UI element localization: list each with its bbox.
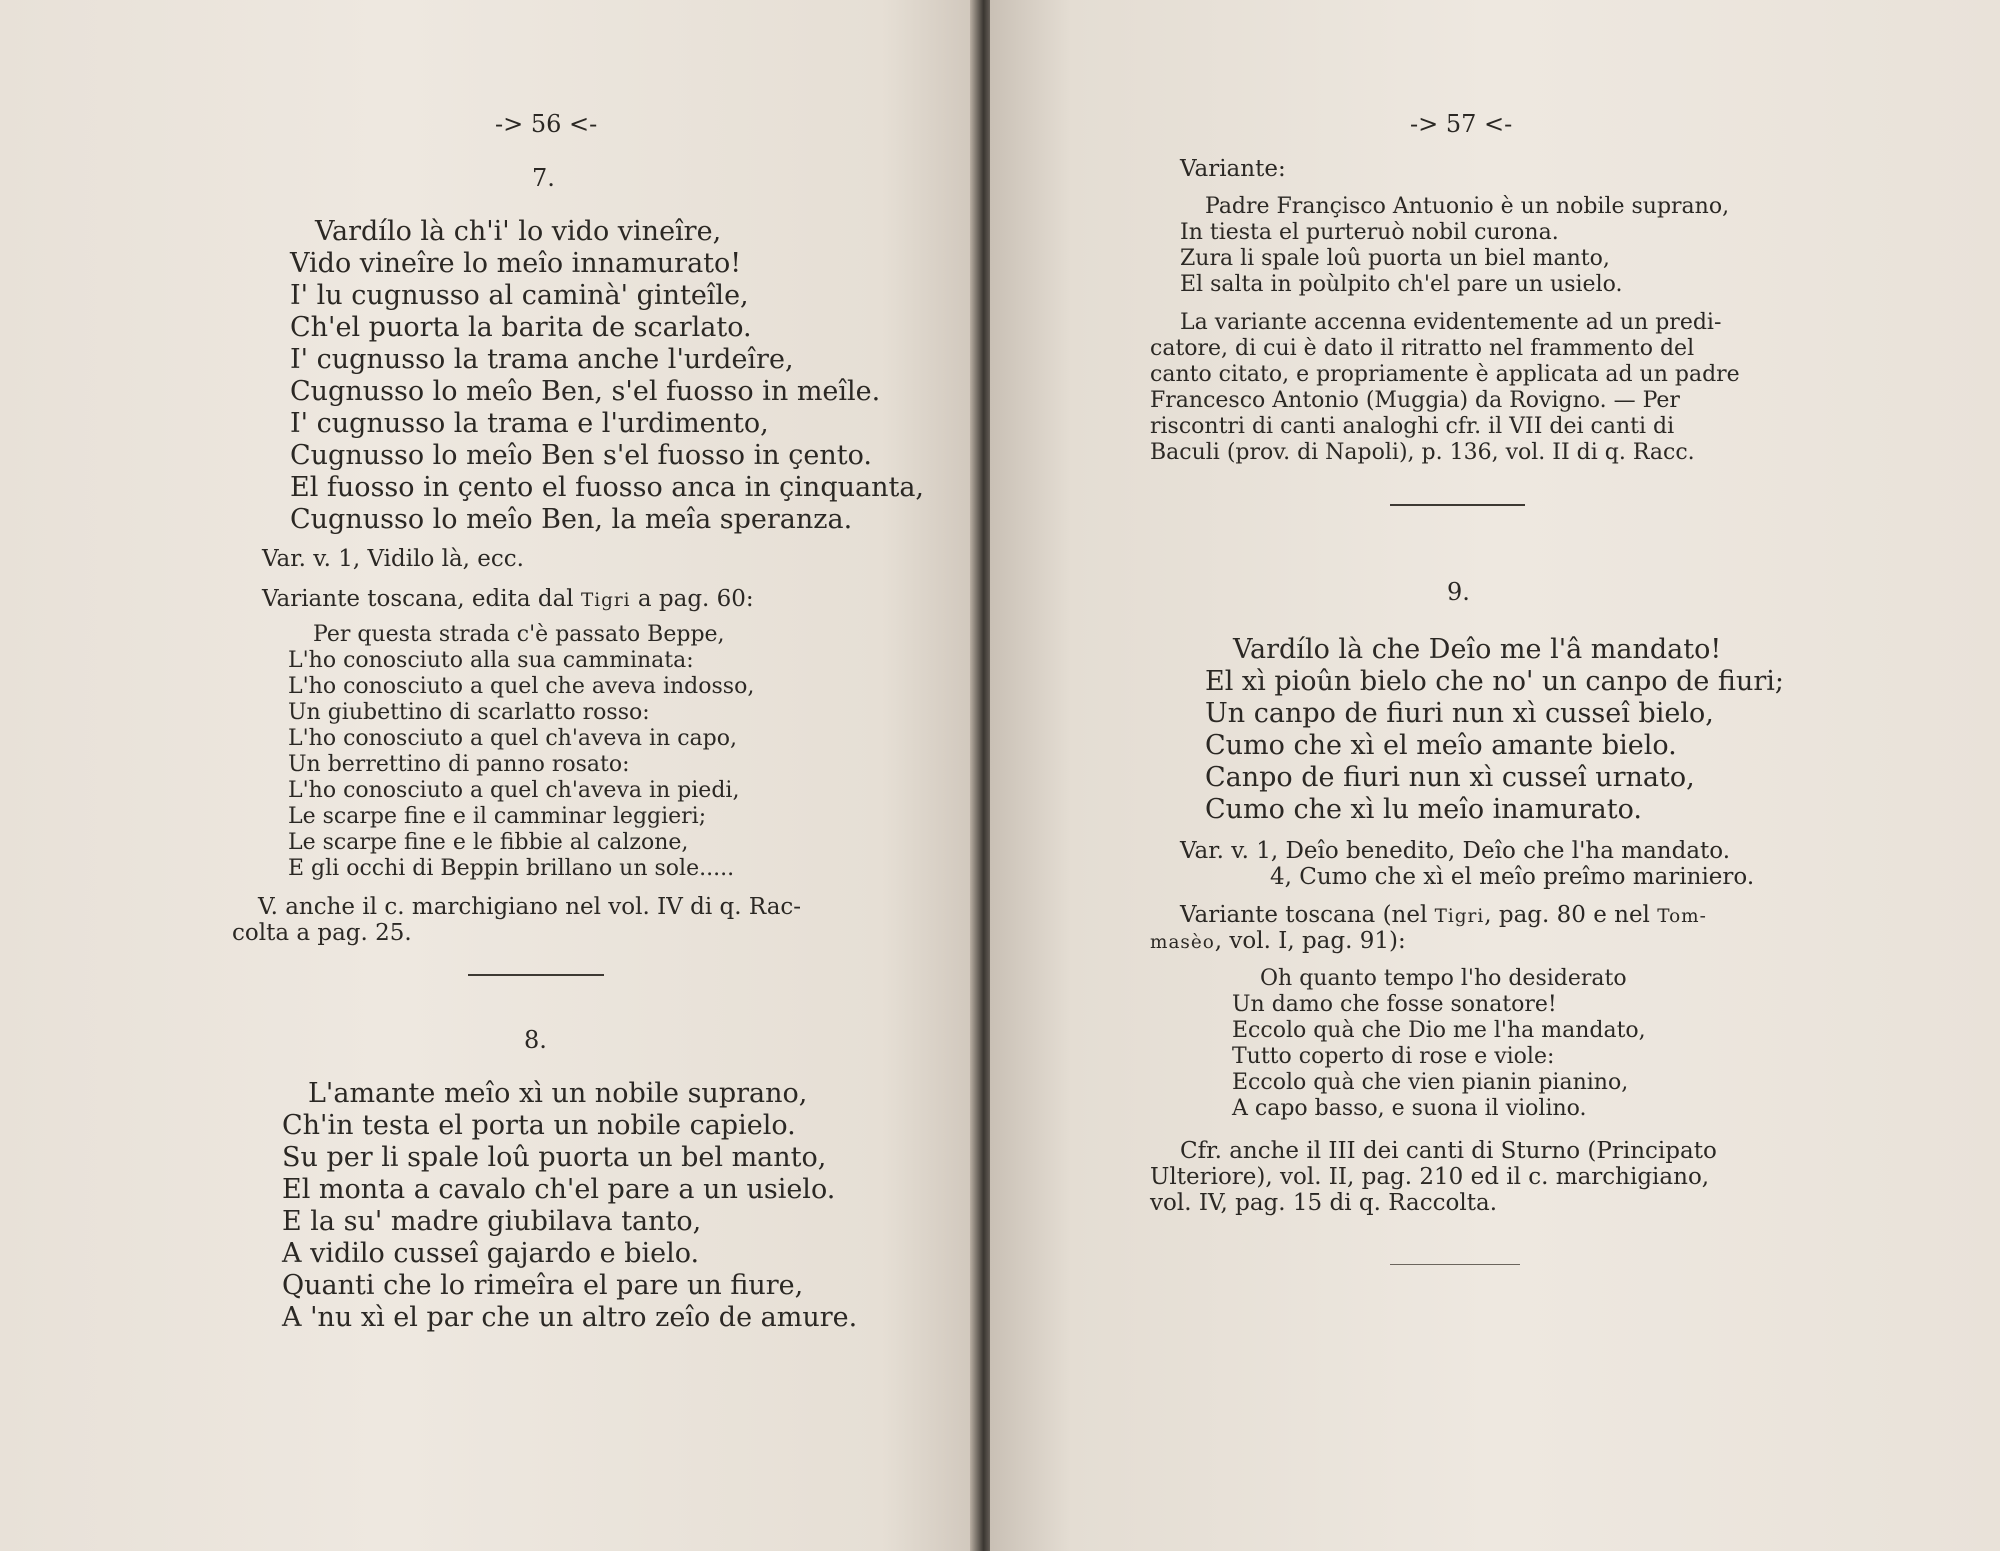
verse-line: Oh quanto tempo l'ho desiderato	[1260, 966, 1627, 991]
commentary-line: canto citato, e propriamente è applicata ad un padre	[1150, 362, 1740, 387]
verse-line: Un giubettino di scarlatto rosso:	[288, 700, 650, 725]
verse-line: Cugnusso lo meîo Ben s'el fuosso in çento.	[290, 440, 872, 471]
verse-line: Le scarpe fine e le fibbie al calzone,	[288, 830, 689, 855]
cfr-line: vol. IV, pag. 15 di q. Raccolta.	[1150, 1190, 1497, 1216]
commentary-line: Francesco Antonio (Muggia) da Rovigno. — Per	[1150, 388, 1680, 413]
verse-line: Un berrettino di panno rosato:	[288, 752, 630, 777]
verse-line: A capo basso, e suona il violino.	[1232, 1096, 1587, 1121]
verse-line: Zura li spale loû puorta un biel manto,	[1180, 246, 1610, 271]
verse-line: Quanti che lo rimeîra el pare un fiure,	[282, 1270, 804, 1301]
verse-line: Cumo che xì lu meîo inamurato.	[1205, 794, 1642, 825]
verse-line: Cugnusso lo meîo Ben, la meîa speranza.	[290, 504, 853, 535]
see-also-note: colta a pag. 25.	[232, 920, 412, 946]
tuscan-variant-intro: Variante toscana, edita dal Tigri a pag. 60:	[262, 586, 754, 612]
verse-line: In tiesta el purteruò nobil curona.	[1180, 220, 1559, 245]
verse-line: Cumo che xì el meîo amante bielo.	[1205, 730, 1677, 761]
verse-line: El xì pioûn bielo che no' un canpo de fiuri;	[1205, 666, 1784, 697]
verse-line: L'amante meîo xì un nobile suprano,	[308, 1078, 808, 1109]
verse-line: Vardílo là ch'i' lo vido vineîre,	[315, 216, 722, 247]
verse-line: Eccolo quà che Dio me l'ha mandato,	[1232, 1018, 1646, 1043]
poem-number: 9.	[1447, 578, 1470, 606]
tuscan-variant-intro: masèo, vol. I, pag. 91):	[1150, 928, 1406, 954]
verse-line: L'ho conosciuto a quel che aveva indosso,	[288, 674, 755, 699]
commentary-line: riscontri di canti analoghi cfr. il VII dei canti di	[1150, 414, 1675, 439]
verse-line: A 'nu xì el par che un altro zeîo de amure.	[282, 1302, 858, 1333]
verse-line: Un damo che fosse sonatore!	[1232, 992, 1557, 1017]
verse-line: Cugnusso lo meîo Ben, s'el fuosso in meîle.	[290, 376, 881, 407]
verse-line: El salta in poùlpito ch'el pare un usielo.	[1180, 272, 1623, 297]
verse-line: Canpo de fiuri nun xì cusseî urnato,	[1205, 762, 1695, 793]
poem-number: 8.	[524, 1026, 547, 1054]
verse-line: Padre Françisco Antuonio è un nobile suprano,	[1205, 194, 1730, 219]
poem-number: 7.	[532, 164, 555, 192]
verse-line: Ch'el puorta la barita de scarlato.	[290, 312, 752, 343]
verse-line: Tutto coperto di rose e viole:	[1232, 1044, 1555, 1069]
variant-note: 4, Cumo che xì el meîo preîmo mariniero.	[1270, 864, 1755, 890]
verse-line: E gli occhi di Beppin brillano un sole.....	[288, 856, 735, 881]
variant-note: Var. v. 1, Vidilo là, ecc.	[262, 546, 524, 572]
page-number: -> 57 <-	[1410, 110, 1513, 138]
verse-line: Per questa strada c'è passato Beppe,	[313, 622, 725, 647]
verse-line: Un canpo de fiuri nun xì cusseî bielo,	[1205, 698, 1714, 729]
verse-line: Eccolo quà che vien pianin pianino,	[1232, 1070, 1629, 1095]
section-divider	[1390, 1264, 1520, 1265]
verse-line: Le scarpe fine e il camminar leggieri;	[288, 804, 707, 829]
verse-line: El fuosso in çento el fuosso anca in çinquanta,	[290, 472, 925, 503]
see-also-note: V. anche il c. marchigiano nel vol. IV di q. Rac-	[258, 894, 802, 920]
commentary-line: Baculi (prov. di Napoli), p. 136, vol. II di q. Racc.	[1150, 440, 1695, 465]
verse-line: Vido vineîre lo meîo innamurato!	[290, 248, 742, 279]
verse-line: L'ho conosciuto alla sua camminata:	[288, 648, 694, 673]
left-page	[0, 0, 980, 1551]
cfr-line: Cfr. anche il III dei canti di Sturno (Principato	[1180, 1138, 1717, 1164]
verse-line: I' lu cugnusso al caminà' ginteîle,	[290, 280, 749, 311]
verse-line: L'ho conosciuto a quel ch'aveva in capo,	[288, 726, 737, 751]
verse-line: I' cugnusso la trama e l'urdimento,	[290, 408, 769, 439]
page-number: -> 56 <-	[495, 110, 598, 138]
verse-line: L'ho conosciuto a quel ch'aveva in piedi,	[288, 778, 740, 803]
cfr-line: Ulteriore), vol. II, pag. 210 ed il c. marchigiano,	[1150, 1164, 1710, 1190]
verse-line: Ch'in testa el porta un nobile capielo.	[282, 1110, 796, 1141]
verse-line: I' cugnusso la trama anche l'urdeîre,	[290, 344, 794, 375]
right-page	[990, 0, 2000, 1551]
verse-line: El monta a cavalo ch'el pare a un usielo.	[282, 1174, 836, 1205]
variant-label: Variante:	[1180, 156, 1286, 182]
verse-line: Vardílo là che Deîo me l'â mandato!	[1233, 634, 1722, 665]
commentary-line: La variante accenna evidentemente ad un predi-	[1180, 310, 1722, 335]
variant-note: Var. v. 1, Deîo benedito, Deîo che l'ha mandato.	[1180, 838, 1731, 864]
verse-line: Su per li spale loû puorta un bel manto,	[282, 1142, 827, 1173]
section-divider	[468, 974, 604, 976]
commentary-line: catore, di cui è dato il ritratto nel frammento del	[1150, 336, 1695, 361]
verse-line: E la su' madre giubilava tanto,	[282, 1206, 702, 1237]
tuscan-variant-intro: Variante toscana (nel Tigri, pag. 80 e nel Tom-	[1180, 902, 1707, 928]
section-divider	[1390, 504, 1525, 506]
verse-line: A vidilo cusseî gajardo e bielo.	[282, 1238, 700, 1269]
